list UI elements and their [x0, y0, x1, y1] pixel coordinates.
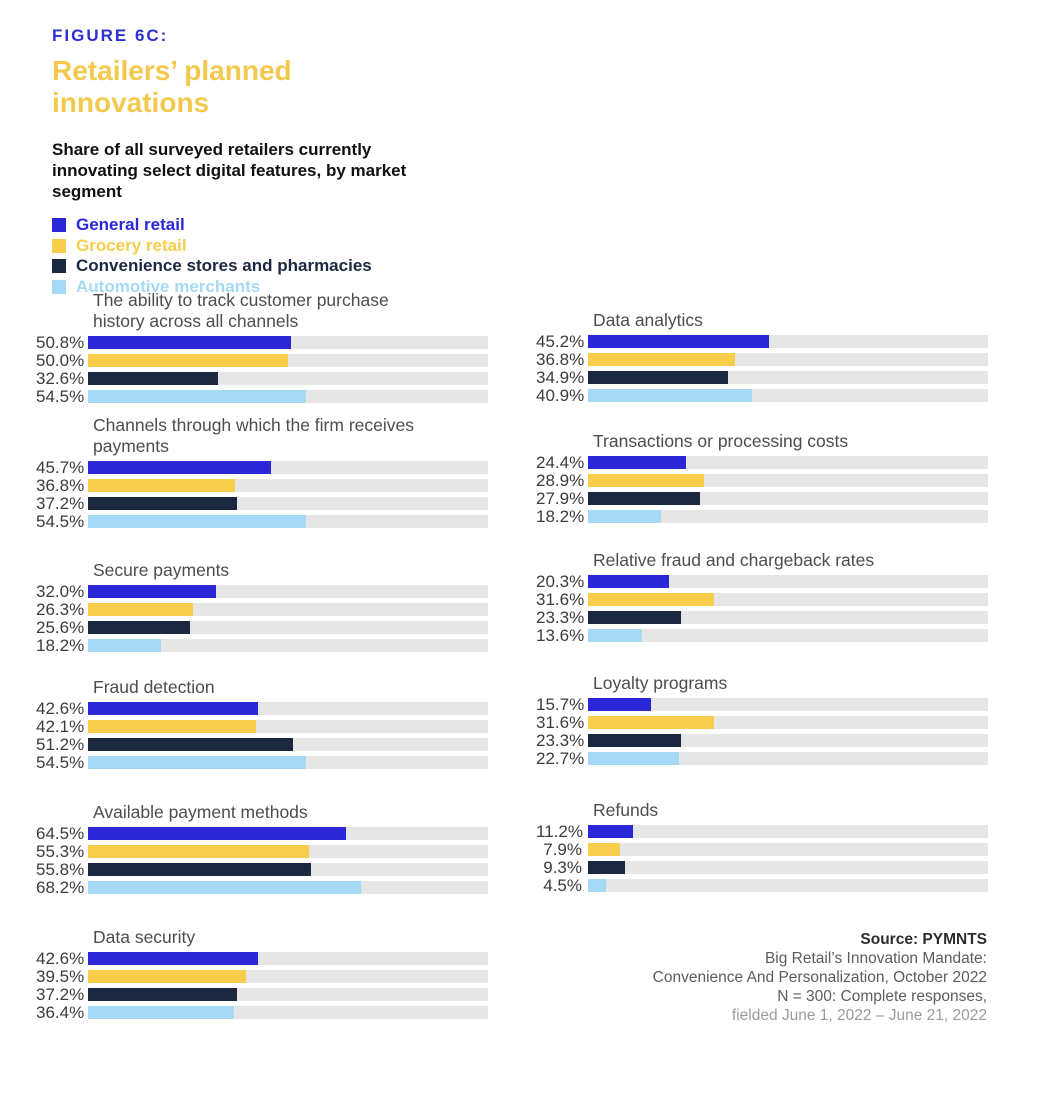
bar-track — [88, 702, 488, 715]
bar-track — [88, 756, 488, 769]
bar-fill-grocery-retail — [88, 354, 288, 367]
bar-track — [588, 371, 988, 384]
bar-value-label: 36.8% — [536, 350, 585, 369]
bar-value-label: 18.2% — [36, 636, 85, 655]
bar-row — [36, 735, 488, 754]
bar-track — [588, 335, 988, 348]
bar-row — [36, 458, 488, 477]
figure-label: FIGURE 6C: — [52, 26, 169, 45]
bar-value-label: 34.9% — [536, 368, 585, 387]
bar-fill-convenience-stores-and-pharmacies — [88, 621, 190, 634]
bar-fill-convenience-stores-and-pharmacies — [88, 497, 237, 510]
bar-value-label: 20.3% — [536, 572, 585, 591]
bar-row — [36, 387, 488, 406]
bar-row — [536, 590, 988, 609]
bar-value-label: 9.3% — [543, 858, 582, 877]
bar-row — [536, 332, 988, 351]
bar-track — [588, 843, 988, 856]
bar-row — [36, 860, 488, 879]
bar-value-label: 64.5% — [36, 824, 85, 843]
bar-track — [88, 354, 488, 367]
bar-track — [88, 988, 488, 1001]
chart-title: Loyalty programs — [593, 673, 728, 693]
bar-value-label: 54.5% — [36, 753, 85, 772]
bar-row — [536, 731, 988, 750]
chart-title: Refunds — [593, 800, 659, 820]
bar-value-label: 31.6% — [536, 590, 585, 609]
bar-fill-general-retail — [88, 336, 291, 349]
bar-track — [588, 492, 988, 505]
bar-row — [536, 471, 988, 490]
bar-value-label: 32.0% — [36, 582, 85, 601]
bar-row — [36, 582, 488, 601]
bar-row — [536, 489, 988, 508]
bar-track — [88, 827, 488, 840]
bar-fill-convenience-stores-and-pharmacies — [88, 988, 237, 1001]
bar-value-label: 37.2% — [36, 494, 85, 513]
source-line: Source: PYMNTS — [860, 931, 987, 948]
bar-fill-automotive-merchants — [588, 879, 606, 892]
legend-label: Automotive merchants — [76, 276, 261, 296]
bar-value-label: 45.7% — [36, 458, 85, 477]
bar-row — [36, 967, 488, 986]
bar-fill-automotive-merchants — [588, 510, 661, 523]
bar-value-label: 4.5% — [543, 876, 582, 895]
bar-fill-automotive-merchants — [88, 390, 306, 403]
bar-fill-grocery-retail — [588, 716, 714, 729]
bar-row — [536, 608, 988, 627]
source-block — [536, 930, 987, 1025]
bar-row — [36, 1003, 488, 1022]
bar-row — [536, 350, 988, 369]
bar-row — [536, 822, 988, 841]
mini-chart-secure-payments — [36, 560, 488, 655]
bar-value-label: 42.1% — [36, 717, 85, 736]
bar-value-label: 51.2% — [36, 735, 85, 754]
source-line: fielded June 1, 2022 – June 21, 2022 — [731, 1007, 987, 1024]
legend-label: Grocery retail — [76, 235, 187, 255]
bar-row — [36, 494, 488, 513]
bar-value-label: 36.4% — [36, 1003, 85, 1022]
bar-track — [588, 716, 988, 729]
bar-track — [88, 639, 488, 652]
bar-track — [588, 353, 988, 366]
bar-fill-automotive-merchants — [88, 515, 306, 528]
bar-track — [588, 734, 988, 747]
bar-fill-convenience-stores-and-pharmacies — [88, 372, 218, 385]
bar-fill-convenience-stores-and-pharmacies — [588, 734, 681, 747]
bar-row — [36, 949, 488, 968]
bar-track — [88, 461, 488, 474]
bar-row — [36, 699, 488, 718]
bar-row — [36, 985, 488, 1004]
bar-row — [36, 351, 488, 370]
bar-value-label: 11.2% — [536, 822, 583, 841]
legend-label: General retail — [76, 215, 185, 235]
bar-value-label: 42.6% — [36, 949, 85, 968]
mini-chart-relative-fraud-and-chargeback-rates — [536, 550, 988, 645]
bar-row — [36, 636, 488, 655]
bar-track — [588, 879, 988, 892]
bar-fill-grocery-retail — [88, 720, 256, 733]
bar-track — [588, 825, 988, 838]
bar-track — [588, 474, 988, 487]
bar-row — [536, 572, 988, 591]
chart-title: Relative fraud and chargeback rates — [593, 550, 875, 570]
bar-row — [36, 842, 488, 861]
subtitle: Share of all surveyed retailers currently innovating select digital features, by market segment — [52, 139, 407, 202]
bar-fill-automotive-merchants — [88, 1006, 234, 1019]
mini-chart-transactions-or-processing-costs — [536, 431, 988, 526]
bar-value-label: 23.3% — [536, 731, 585, 750]
bar-value-label: 18.2% — [536, 507, 585, 526]
mini-chart-loyalty-programs — [536, 673, 988, 768]
bar-row — [536, 713, 988, 732]
bar-fill-general-retail — [88, 952, 258, 965]
bar-fill-convenience-stores-and-pharmacies — [588, 861, 625, 874]
bar-track — [588, 456, 988, 469]
bar-fill-general-retail — [588, 456, 686, 469]
bar-fill-general-retail — [588, 825, 633, 838]
bar-value-label: 23.3% — [536, 608, 585, 627]
bar-row — [36, 369, 488, 388]
bar-fill-automotive-merchants — [88, 881, 361, 894]
chart-title: Available payment methods — [93, 802, 308, 822]
bar-value-label: 25.6% — [36, 618, 85, 637]
chart-title: Data security — [93, 927, 196, 947]
bar-value-label: 42.6% — [36, 699, 85, 718]
bar-fill-automotive-merchants — [588, 752, 679, 765]
bar-row — [36, 512, 488, 531]
bar-track — [588, 593, 988, 606]
bar-fill-grocery-retail — [88, 479, 235, 492]
bar-track — [88, 479, 488, 492]
bar-track — [88, 881, 488, 894]
bar-track — [88, 390, 488, 403]
bar-value-label: 55.3% — [36, 842, 85, 861]
bar-value-label: 7.9% — [543, 840, 582, 859]
bar-fill-grocery-retail — [88, 845, 309, 858]
bar-value-label: 28.9% — [536, 471, 585, 490]
bar-value-label: 55.8% — [36, 860, 85, 879]
bar-row — [36, 824, 488, 843]
bar-track — [88, 720, 488, 733]
mini-chart-data-security — [36, 927, 488, 1022]
bar-value-label: 39.5% — [36, 967, 85, 986]
mini-chart-fraud-detection — [36, 677, 488, 772]
bar-track — [88, 336, 488, 349]
bar-fill-convenience-stores-and-pharmacies — [588, 611, 681, 624]
bar-value-label: 37.2% — [36, 985, 85, 1004]
bar-fill-convenience-stores-and-pharmacies — [588, 371, 728, 384]
bar-track — [588, 629, 988, 642]
bar-fill-grocery-retail — [588, 593, 714, 606]
chart-title: Fraud detection — [93, 677, 215, 697]
bar-track — [88, 863, 488, 876]
bar-value-label: 13.6% — [536, 626, 585, 645]
bar-row — [536, 507, 988, 526]
bar-row — [36, 600, 488, 619]
bar-fill-grocery-retail — [588, 474, 704, 487]
bar-track — [88, 845, 488, 858]
bar-track — [88, 585, 488, 598]
bar-fill-automotive-merchants — [588, 389, 752, 402]
chart-title: Channels through which the firm receives payments — [93, 415, 414, 456]
bar-fill-general-retail — [88, 702, 258, 715]
bar-track — [88, 497, 488, 510]
bar-track — [588, 510, 988, 523]
bar-value-label: 50.8% — [36, 333, 85, 352]
bar-row — [36, 717, 488, 736]
mini-chart-refunds — [536, 800, 988, 895]
bar-track — [88, 621, 488, 634]
bar-value-label: 50.0% — [36, 351, 85, 370]
bar-fill-general-retail — [88, 827, 346, 840]
bar-track — [88, 603, 488, 616]
chart-title: Data analytics — [593, 310, 703, 330]
page-title: Retailers’ planned innovations — [52, 55, 292, 119]
bar-fill-general-retail — [588, 335, 769, 348]
bar-row — [36, 753, 488, 772]
bar-fill-general-retail — [88, 461, 271, 474]
bar-fill-automotive-merchants — [88, 639, 161, 652]
bar-value-label: 15.7% — [536, 695, 585, 714]
bar-row — [536, 695, 988, 714]
bar-track — [88, 738, 488, 751]
bar-row — [536, 876, 988, 895]
bar-fill-general-retail — [588, 698, 651, 711]
chart-title: Transactions or processing costs — [593, 431, 849, 451]
bar-fill-automotive-merchants — [88, 756, 306, 769]
bar-row — [536, 386, 988, 405]
mini-chart-available-payment-methods — [36, 802, 488, 897]
bar-value-label: 22.7% — [536, 749, 585, 768]
bar-row — [536, 626, 988, 645]
bar-row — [36, 333, 488, 352]
bar-track — [588, 611, 988, 624]
legend-label: Convenience stores and pharmacies — [76, 256, 372, 276]
bar-value-label: 32.6% — [36, 369, 85, 388]
bar-fill-grocery-retail — [588, 843, 620, 856]
bar-value-label: 26.3% — [36, 600, 85, 619]
bar-track — [88, 1006, 488, 1019]
bar-row — [36, 476, 488, 495]
bar-fill-grocery-retail — [588, 353, 735, 366]
bar-fill-convenience-stores-and-pharmacies — [88, 738, 293, 751]
chart-title: Secure payments — [93, 560, 230, 580]
source-line: N = 300: Complete responses, — [777, 988, 987, 1005]
bar-row — [36, 618, 488, 637]
bar-track — [588, 389, 988, 402]
bar-fill-convenience-stores-and-pharmacies — [588, 492, 700, 505]
source-line: Convenience And Personalization, October 2022 — [652, 969, 987, 986]
bar-value-label: 40.9% — [536, 386, 585, 405]
bar-value-label: 54.5% — [36, 512, 85, 531]
bar-value-label: 45.2% — [536, 332, 585, 351]
bar-track — [588, 575, 988, 588]
bar-row — [536, 453, 988, 472]
bar-track — [588, 752, 988, 765]
bar-row — [536, 840, 988, 859]
source-line: Big Retail’s Innovation Mandate: — [764, 950, 987, 967]
bar-value-label: 68.2% — [36, 878, 85, 897]
bar-row — [36, 878, 488, 897]
bar-track — [588, 861, 988, 874]
bar-row — [536, 858, 988, 877]
bar-fill-convenience-stores-and-pharmacies — [88, 863, 311, 876]
bar-fill-automotive-merchants — [588, 629, 642, 642]
bar-row — [536, 368, 988, 387]
bar-value-label: 27.9% — [536, 489, 585, 508]
bar-track — [88, 515, 488, 528]
bar-fill-general-retail — [88, 585, 216, 598]
bar-fill-grocery-retail — [88, 603, 193, 616]
bar-fill-general-retail — [588, 575, 669, 588]
bar-track — [88, 952, 488, 965]
bar-fill-grocery-retail — [88, 970, 246, 983]
chart-title: The ability to track customer purchase history across all channels — [93, 290, 389, 331]
mini-chart-data-analytics — [536, 310, 988, 405]
bar-row — [536, 749, 988, 768]
bar-track — [88, 372, 488, 385]
bar-track — [588, 698, 988, 711]
bar-value-label: 36.8% — [36, 476, 85, 495]
mini-chart-the-ability-to-track-customer-purchase-history-across-all-channels — [36, 290, 488, 406]
bar-value-label: 54.5% — [36, 387, 85, 406]
bar-value-label: 31.6% — [536, 713, 585, 732]
bar-value-label: 24.4% — [536, 453, 585, 472]
mini-chart-channels-through-which-the-firm-receives-payments — [36, 415, 488, 531]
bar-track — [88, 970, 488, 983]
